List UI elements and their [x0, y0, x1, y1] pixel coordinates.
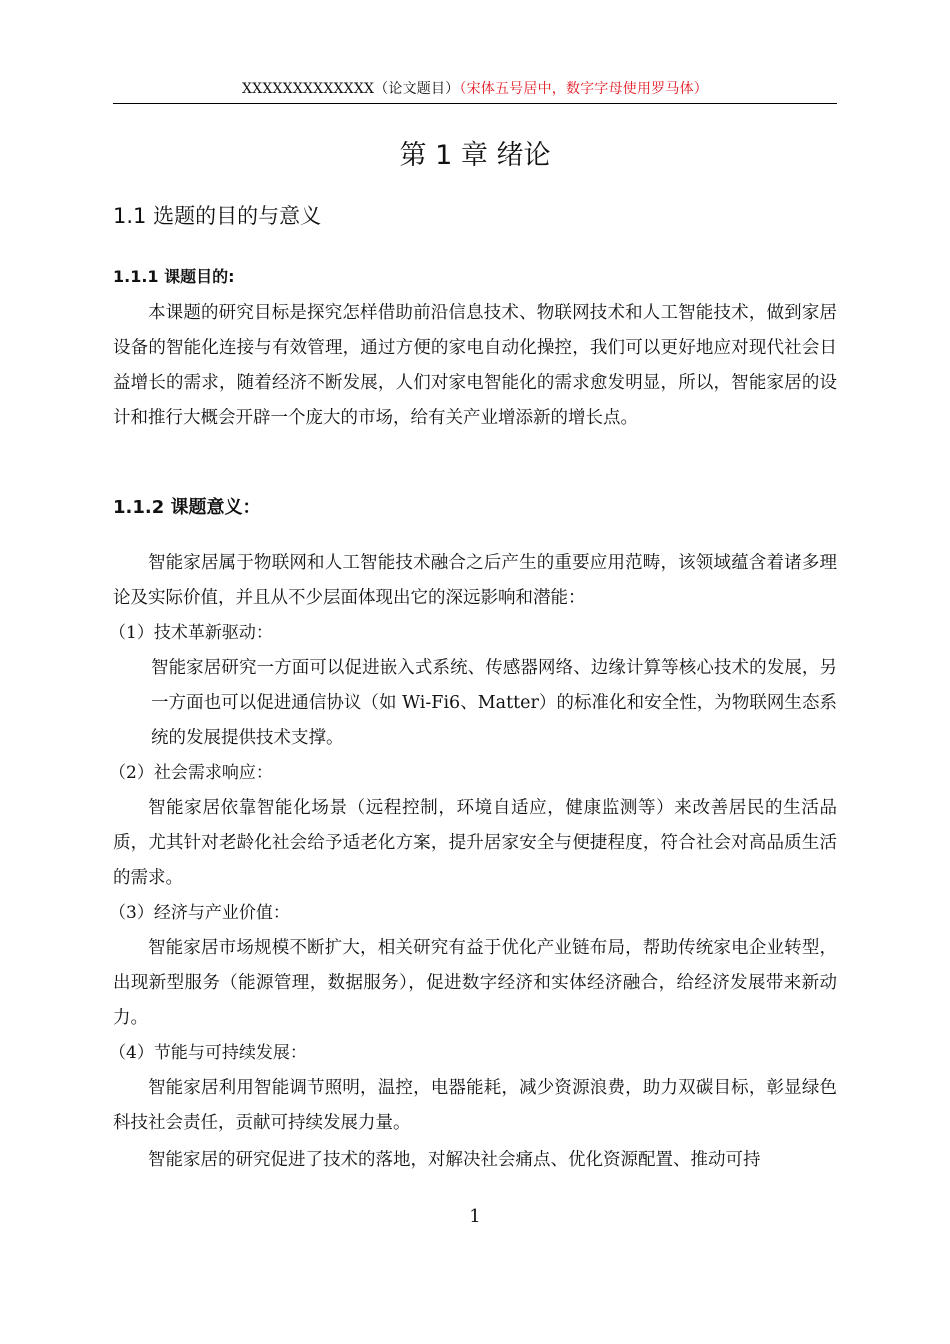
item-text-4: 智能家居利用智能调节照明，温控，电器能耗，减少资源浪费，助力双碳目标，彰显绿色科技社会责任，贡献可持续发展力量。 — [113, 1078, 837, 1133]
subsection-heading-1-1-2: 1.1.2 课题意义： — [113, 497, 261, 518]
item-label-3: （3）经济与产业价值： — [109, 903, 290, 923]
item-text-2: 智能家居依靠智能化场景（远程控制，环境自适应，健康监测等）来改善居民的生活品质，尤其针对老龄化社会给予适老化方案，提升居家安全与便捷程度，符合社会对高品质生活的需求。 — [113, 798, 837, 888]
significance-intro-paragraph: 智能家居属于物联网和人工智能技术融合之后产生的重要应用范畴，该领域蕴含着诸多理论及实际价值，并且从不少层面体现出它的深远影响和潜能： — [113, 553, 837, 608]
item-label-4: （4）节能与可持续发展： — [109, 1043, 307, 1063]
subsection-heading-1-1-1: 1.1.1 课题目的: — [113, 267, 235, 286]
item-text-3: 智能家居市场规模不断扩大，相关研究有益于优化产业链布局，帮助传统家电企业转型，出现新型服务（能源管理，数据服务），促进数字经济和实体经济融合，给经济发展带来新动力。 — [113, 938, 837, 1028]
section-heading-1-1: 1.1 选题的目的与意义 — [113, 204, 322, 228]
closing-paragraph: 智能家居的研究促进了技术的落地，对解决社会痛点、优化资源配置、推动可持 — [148, 1150, 761, 1170]
header-format-note: （宋体五号居中，数字字母使用罗马体） — [459, 81, 708, 97]
purpose-paragraph: 本课题的研究目标是探究怎样借助前沿信息技术、物联网技术和人工智能技术，做到家居设备的智能化连接与有效管理，通过方便的家电自动化操控，我们可以更好地应对现代社会日益增长的需求，随着经济不断发展，人们对家电智能化的需求愈发明显，所以，智能家居的设计和推行大概会开辟一个庞大的市场，给有关产业增添新的增长点。 — [113, 303, 837, 428]
page-number: 1 — [469, 1206, 481, 1227]
header-rule — [113, 103, 837, 104]
header-title: XXXXXXXXXXXXX（论文题目） — [242, 81, 460, 97]
item-label-1: （1）技术革新驱动： — [109, 623, 273, 643]
item-text-1: 智能家居研究一方面可以促进嵌入式系统、传感器网络、边缘计算等核心技术的发展，另一方面也可以促进通信协议（如 Wi-Fi6、Matter）的标准化和安全性，为物联网生态系统的发展提供技术支撑。 — [151, 658, 837, 748]
chapter-title: 第 1 章 绪论 — [399, 140, 551, 171]
running-header — [113, 79, 837, 99]
item-label-2: （2）社会需求响应： — [109, 763, 273, 783]
